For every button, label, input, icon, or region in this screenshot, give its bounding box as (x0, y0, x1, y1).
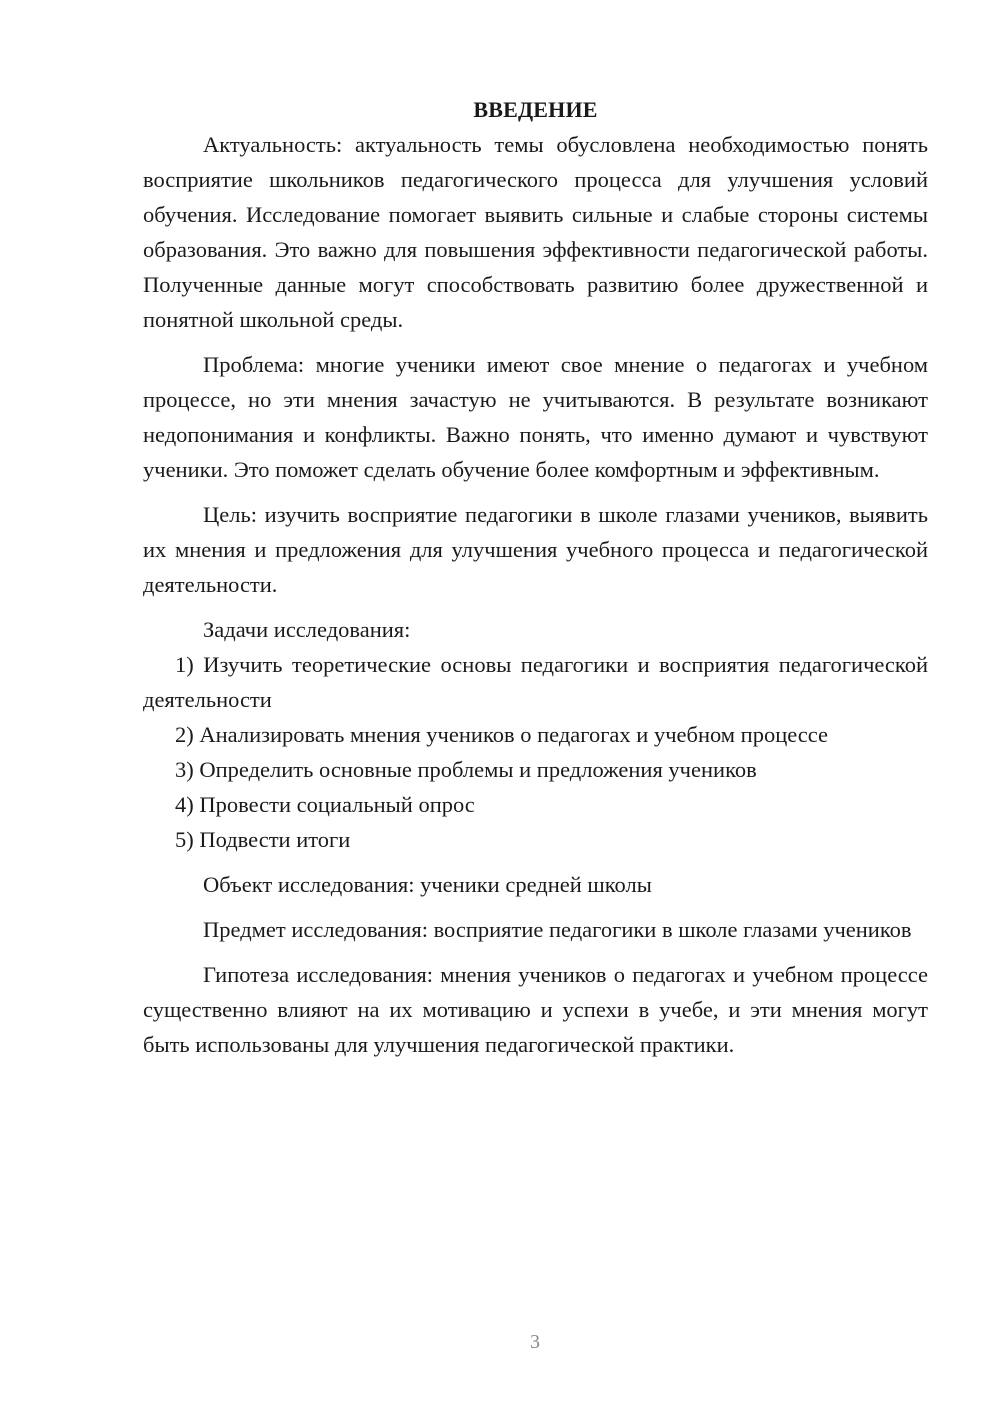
task-item-4: 4) Провести социальный опрос (175, 792, 475, 817)
task-item-3: 3) Определить основные проблемы и предложения учеников (175, 757, 757, 782)
tasks-heading: Задачи исследования: (203, 617, 411, 642)
task-item-1: 1) Изучить теоретические основы педагогики и восприятия педагогической деятельности (143, 652, 928, 712)
goal-paragraph: Цель: изучить восприятие педагогики в школе глазами учеников, выявить их мнения и предложения для улучшения учебного процесса и педагогической деятельности. (143, 502, 928, 597)
document-page (143, 92, 928, 1062)
hypothesis-paragraph: Гипотеза исследования: мнения учеников о педагогах и учебном процессе существенно влияют на их мотивацию и успехи в учебе, и эти мнения могут быть использованы для улучшения педагогической практики. (143, 962, 928, 1057)
task-item-5: 5) Подвести итоги (175, 827, 351, 852)
subject-paragraph: Предмет исследования: восприятие педагогики в школе глазами учеников (203, 917, 912, 942)
problem-paragraph: Проблема: многие ученики имеют свое мнение о педагогах и учебном процессе, но эти мнения зачастую не учитываются. В результате возникают недопонимания и конфликты. Важно понять, что именно думают и чувствуют ученики. Это поможет сделать обучение более комфортным и эффективным. (143, 352, 928, 482)
relevance-paragraph: Актуальность: актуальность темы обусловлена необходимостью понять восприятие школьников педагогического процесса для улучшения условий обучения. Исследование помогает выявить сильные и слабые стороны системы образования. Это важно для повышения эффективности педагогической работы. Полученные данные могут способствовать развитию более дружественной и понятной школьной среды. (143, 132, 928, 332)
task-item-2: 2) Анализировать мнения учеников о педагогах и учебном процессе (175, 722, 829, 747)
object-paragraph: Объект исследования: ученики средней школы (203, 872, 652, 897)
page-title: ВВЕДЕНИЕ (473, 97, 598, 122)
page-number: 3 (530, 1331, 540, 1353)
